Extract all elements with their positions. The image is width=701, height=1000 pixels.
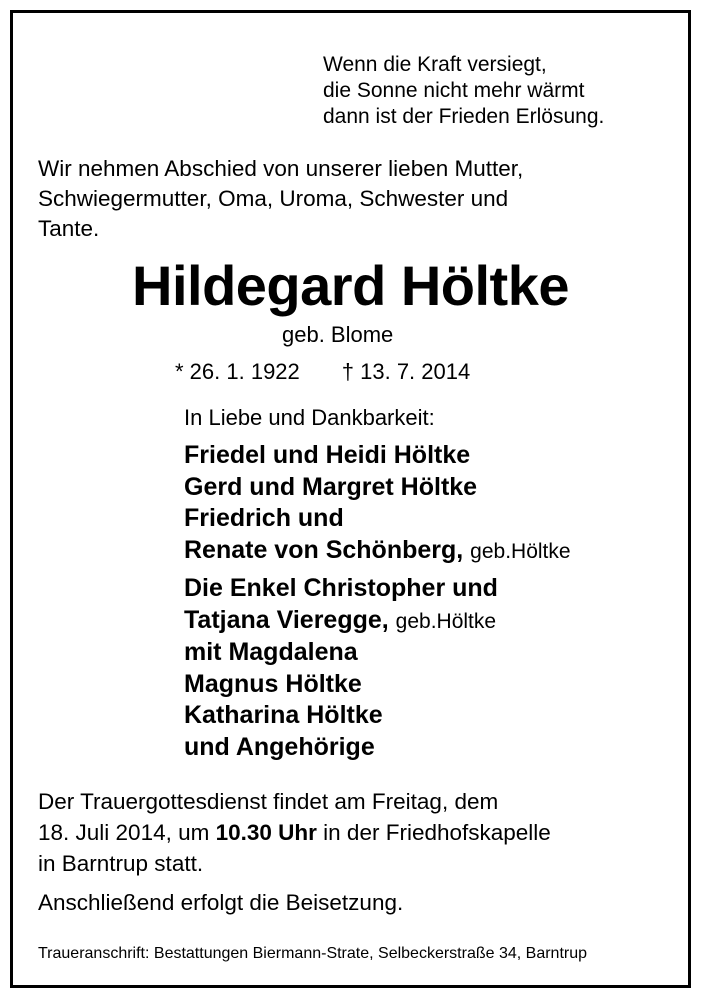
mourning-address: Traueranschrift: Bestattungen Biermann-Strate, Selbeckerstraße 34, Barntrup bbox=[38, 945, 588, 962]
mourner-name: Renate von Schönberg, bbox=[184, 535, 464, 564]
mourner-line: Friedrich und bbox=[184, 504, 344, 532]
intro-line: Tante. bbox=[38, 216, 100, 241]
life-dates bbox=[175, 359, 470, 385]
intro-text bbox=[38, 154, 523, 244]
service-time: 10.30 Uhr bbox=[215, 820, 317, 845]
born-name: geb. Blome bbox=[282, 322, 394, 347]
intro-line: Schwiegermutter, Oma, Uroma, Schwester und bbox=[38, 186, 509, 211]
mourner-line: Die Enkel Christopher und bbox=[184, 574, 498, 602]
burial-note: Anschließend erfolgt die Beisetzung. bbox=[38, 890, 404, 915]
mourner-name: Tatjana Vieregge, bbox=[184, 605, 389, 634]
mourner-born-note: geb.Höltke bbox=[395, 609, 497, 633]
service-line: Der Trauergottesdienst findet am Freitag, dem bbox=[38, 789, 499, 814]
service-line: in Barntrup statt. bbox=[38, 851, 204, 876]
intro-line: Wir nehmen Abschied von unserer lieben Mutter, bbox=[38, 156, 524, 181]
mourner-line bbox=[184, 605, 571, 638]
poem-line: dann ist der Frieden Erlösung. bbox=[323, 105, 605, 128]
service-line bbox=[38, 817, 551, 848]
death-date: † 13. 7. 2014 bbox=[341, 359, 471, 384]
poem-line: Wenn die Kraft versiegt, bbox=[323, 53, 547, 76]
mourner-born-note: geb.Höltke bbox=[470, 539, 571, 563]
service-location: in der Friedhofskapelle bbox=[316, 820, 551, 845]
service-info bbox=[38, 786, 551, 879]
birth-date: * 26. 1. 1922 bbox=[175, 359, 300, 384]
mourner-line: mit Magdalena bbox=[184, 638, 358, 666]
mourner-line bbox=[184, 535, 571, 568]
mourners-list bbox=[184, 440, 571, 763]
mourners-heading: In Liebe und Dankbarkeit: bbox=[184, 405, 435, 430]
mourner-line: Friedel und Heidi Höltke bbox=[184, 441, 471, 469]
service-date: 18. Juli 2014, um bbox=[38, 820, 216, 845]
mourner-line: und Angehörige bbox=[184, 732, 375, 761]
deceased-name: Hildegard Höltke bbox=[132, 254, 569, 317]
mourner-line: Katharina Höltke bbox=[184, 701, 383, 729]
poem-line: die Sonne nicht mehr wärmt bbox=[323, 79, 585, 102]
mourner-line: Magnus Höltke bbox=[184, 669, 362, 698]
poem bbox=[323, 52, 604, 130]
mourner-line: Gerd und Margret Höltke bbox=[184, 472, 478, 501]
